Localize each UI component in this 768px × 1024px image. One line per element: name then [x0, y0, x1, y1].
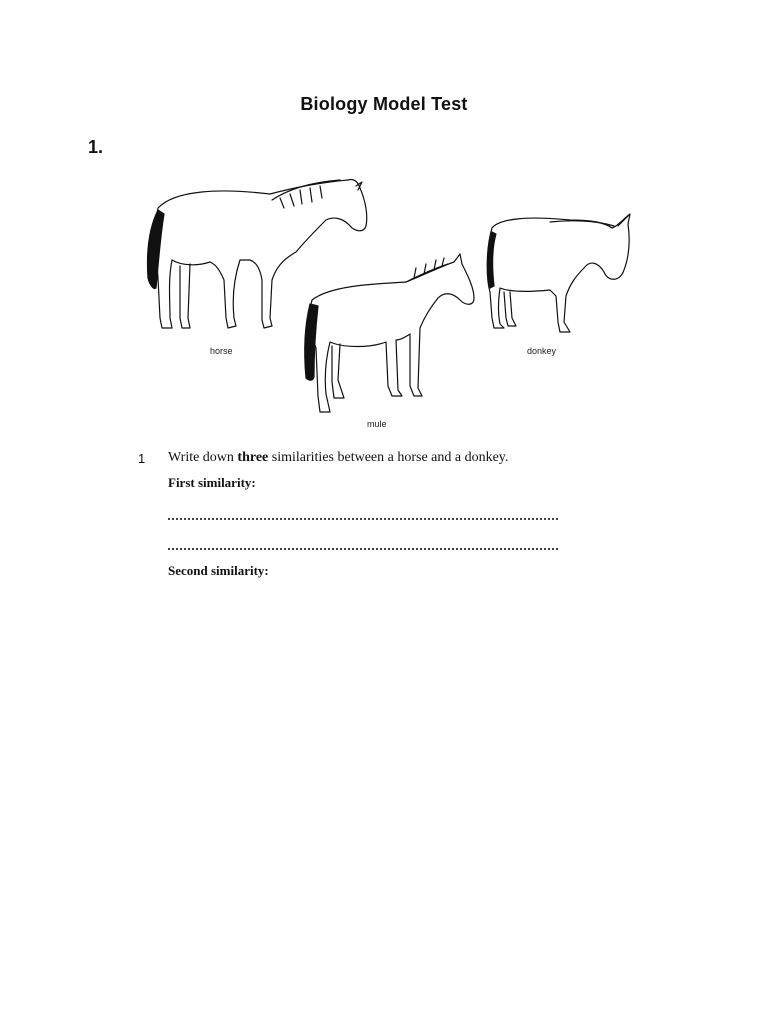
question-text	[168, 450, 508, 466]
horse-drawing	[147, 179, 366, 328]
animals-figure	[130, 168, 650, 438]
donkey-label: donkey	[527, 346, 557, 356]
first-similarity-label: First similarity:	[168, 475, 256, 490]
mule-label: mule	[367, 419, 387, 429]
page-title: Biology Model Test	[300, 94, 468, 114]
donkey-drawing	[487, 214, 630, 332]
second-similarity-label: Second similarity:	[168, 563, 269, 578]
mule-drawing	[305, 254, 474, 412]
question-text-start: Write down	[168, 450, 238, 465]
answer-line[interactable]	[168, 544, 558, 550]
answer-line[interactable]	[168, 514, 558, 520]
question-item-number: 1	[138, 451, 146, 466]
horse-label: horse	[210, 346, 233, 356]
question-text-emphasis: three	[237, 450, 269, 465]
question-number: 1.	[88, 137, 104, 157]
question-text-end: similarities between a horse and a donkey.	[268, 450, 509, 465]
